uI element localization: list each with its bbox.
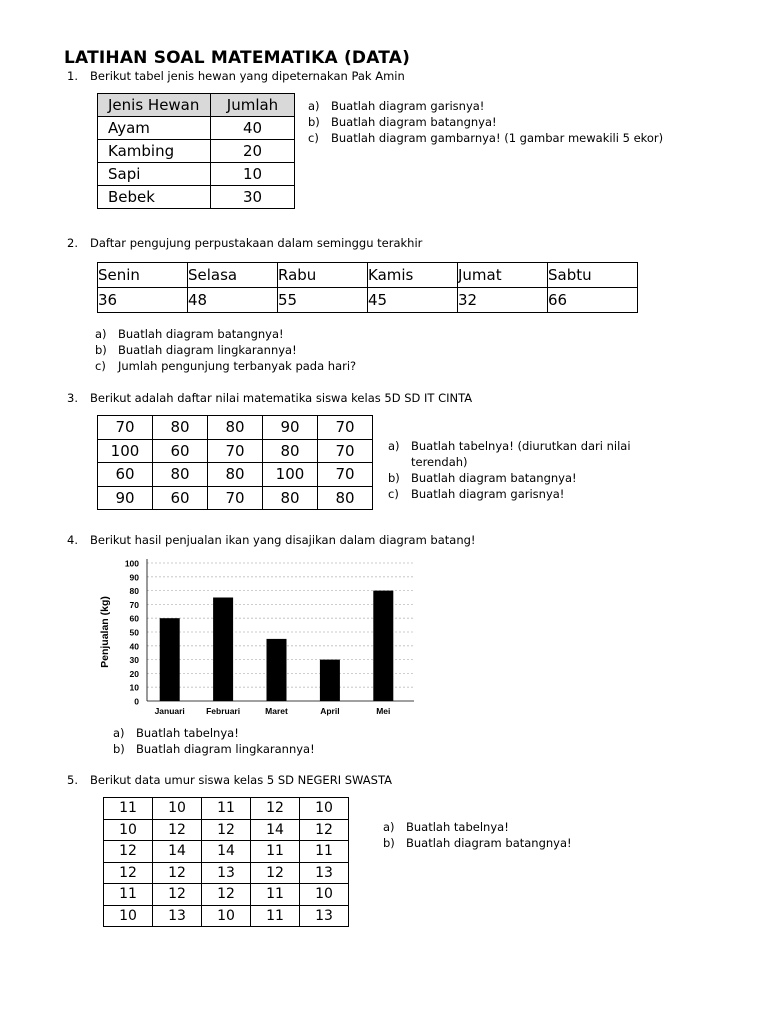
table-cell: 90 [98, 486, 153, 510]
table-cell: 36 [98, 288, 188, 313]
table-header-cell: Jumat [458, 263, 548, 288]
table-cell: 11 [104, 884, 153, 906]
table-row [98, 463, 373, 487]
task-item [383, 835, 643, 851]
table-header-cell: Jenis Hewan [98, 94, 211, 117]
table-cell: 12 [153, 862, 202, 884]
table-cell: 12 [153, 884, 202, 906]
table-row [98, 288, 638, 313]
x-tick-label: Januari [154, 706, 185, 716]
age-table [103, 797, 349, 927]
table-cell: 100 [263, 463, 318, 487]
task-item [95, 326, 495, 342]
table-cell: 10 [153, 798, 202, 820]
task-item [388, 438, 658, 470]
table-row [98, 439, 373, 463]
question-1-tasks [308, 98, 678, 146]
question-3-tasks [388, 438, 658, 502]
y-tick-label: 50 [129, 627, 139, 638]
table-cell: Bebek [98, 186, 211, 209]
table-cell: 12 [300, 819, 349, 841]
table-cell: 14 [251, 819, 300, 841]
table-header-row [98, 263, 638, 288]
question-text: Berikut adalah daftar nilai matematika siswa kelas 5D SD IT CINTA [90, 391, 473, 405]
table-cell: 80 [208, 416, 263, 440]
task-letter: a) [113, 726, 125, 740]
question-number: 1. [67, 69, 78, 83]
table-cell: 13 [202, 862, 251, 884]
table-row [98, 416, 373, 440]
table-cell: 10 [211, 163, 295, 186]
y-tick-label: 100 [124, 558, 139, 569]
task-letter: a) [388, 439, 400, 453]
table-cell: 13 [300, 862, 349, 884]
table-cell: 12 [202, 884, 251, 906]
task-text: Buatlah diagram garisnya! [411, 487, 565, 501]
bar-mei [373, 591, 393, 701]
y-tick-label: 80 [129, 586, 139, 597]
question-number: 5. [67, 773, 78, 787]
task-text: Buatlah diagram lingkarannya! [118, 343, 297, 357]
task-item [383, 819, 643, 835]
table-cell: 20 [211, 140, 295, 163]
table-cell: 11 [251, 884, 300, 906]
y-tick-label: 20 [129, 668, 139, 679]
task-item [308, 114, 678, 130]
table-row [104, 905, 349, 927]
table-header-row [98, 94, 295, 117]
table-cell: 80 [153, 416, 208, 440]
table-header-cell: Kamis [368, 263, 458, 288]
task-letter: b) [383, 836, 395, 850]
x-tick-label: Maret [265, 706, 288, 716]
task-item [95, 342, 495, 358]
table-cell: 80 [263, 439, 318, 463]
task-text: Buatlah tabelnya! (diurutkan dari nilai terendah) [411, 439, 631, 469]
question-number: 4. [67, 533, 78, 547]
y-tick-label: 30 [129, 655, 139, 666]
table-cell: 12 [104, 862, 153, 884]
table-cell: 48 [188, 288, 278, 313]
table-cell: 11 [202, 798, 251, 820]
table-cell: 10 [300, 884, 349, 906]
table-cell: 40 [211, 117, 295, 140]
table-cell: 12 [251, 862, 300, 884]
task-item [388, 486, 658, 502]
task-item [113, 725, 413, 741]
table-cell: 60 [153, 486, 208, 510]
question-number: 2. [67, 236, 78, 250]
table-row [104, 841, 349, 863]
task-item [388, 470, 658, 486]
table-cell: 10 [202, 905, 251, 927]
table-cell: 70 [98, 416, 153, 440]
x-tick-label: Mei [376, 706, 391, 716]
y-tick-label: 0 [134, 696, 139, 707]
question-text: Berikut tabel jenis hewan yang dipeternakan Pak Amin [90, 69, 405, 83]
task-letter: c) [388, 487, 399, 501]
table-cell: 60 [153, 439, 208, 463]
table-cell: 70 [318, 416, 373, 440]
y-axis-label: Penjualan (kg) [99, 596, 111, 668]
bar-februari [213, 598, 233, 702]
task-item [308, 130, 678, 146]
table-cell: 11 [251, 841, 300, 863]
table-row [98, 163, 295, 186]
table-cell: 100 [98, 439, 153, 463]
y-tick-label: 60 [129, 613, 139, 624]
table-header-cell: Senin [98, 263, 188, 288]
table-cell: Kambing [98, 140, 211, 163]
table-cell: 80 [153, 463, 208, 487]
table-cell: 55 [278, 288, 368, 313]
table-cell: 45 [368, 288, 458, 313]
task-item [113, 741, 413, 757]
table-cell: 80 [318, 486, 373, 510]
task-letter: b) [113, 742, 125, 756]
question-2-tasks [95, 326, 495, 374]
task-letter: c) [308, 131, 319, 145]
task-item [95, 358, 495, 374]
bar-april [320, 660, 340, 701]
bar-chart [92, 553, 432, 723]
table-cell: 70 [208, 486, 263, 510]
table-cell: 12 [202, 819, 251, 841]
task-item [308, 98, 678, 114]
task-text: Buatlah diagram batangnya! [411, 471, 577, 485]
table-row [98, 186, 295, 209]
table-cell: 11 [104, 798, 153, 820]
table-row [98, 140, 295, 163]
table-header-cell: Sabtu [548, 263, 638, 288]
table-cell: 13 [300, 905, 349, 927]
math-score-table [97, 415, 373, 510]
table-cell: 14 [153, 841, 202, 863]
task-letter: b) [308, 115, 320, 129]
task-text: Buatlah diagram gambarnya! (1 gambar mewakili 5 ekor) [331, 131, 664, 145]
table-cell: 10 [300, 798, 349, 820]
table-cell: 11 [251, 905, 300, 927]
table-row [98, 117, 295, 140]
table-cell: 90 [263, 416, 318, 440]
table-row [104, 884, 349, 906]
table-cell: Ayam [98, 117, 211, 140]
x-tick-label: Februari [206, 706, 241, 716]
visitor-table [97, 262, 638, 313]
table-cell: 70 [318, 463, 373, 487]
animal-table [97, 93, 295, 209]
table-cell: 80 [208, 463, 263, 487]
task-letter: a) [383, 820, 395, 834]
table-cell: 70 [208, 439, 263, 463]
table-row [104, 819, 349, 841]
table-cell: 30 [211, 186, 295, 209]
table-row [98, 486, 373, 510]
table-cell: 12 [104, 841, 153, 863]
task-letter: c) [95, 359, 106, 373]
table-cell: 12 [251, 798, 300, 820]
task-letter: a) [308, 99, 320, 113]
page-title: LATIHAN SOAL MATEMATIKA (DATA) [64, 48, 411, 68]
table-cell: 32 [458, 288, 548, 313]
table-header-cell: Selasa [188, 263, 278, 288]
y-tick-label: 40 [129, 641, 139, 652]
task-text: Buatlah diagram garisnya! [331, 99, 485, 113]
y-tick-label: 10 [129, 682, 139, 693]
table-cell: 60 [98, 463, 153, 487]
task-letter: b) [388, 471, 400, 485]
table-cell: 14 [202, 841, 251, 863]
table-row [104, 798, 349, 820]
x-tick-label: April [320, 706, 340, 716]
task-letter: b) [95, 343, 107, 357]
table-header-cell: Jumlah [211, 94, 295, 117]
task-text: Buatlah diagram batangnya! [406, 836, 572, 850]
question-5-tasks [383, 819, 643, 851]
table-cell: 10 [104, 905, 153, 927]
question-text: Berikut hasil penjualan ikan yang disajikan dalam diagram batang! [90, 533, 476, 547]
bar-januari [160, 618, 180, 701]
question-4-tasks [113, 725, 413, 757]
table-cell: 12 [153, 819, 202, 841]
bar-maret [267, 639, 287, 701]
task-text: Buatlah diagram batangnya! [118, 327, 284, 341]
table-cell: 70 [318, 439, 373, 463]
y-tick-label: 90 [129, 572, 139, 583]
task-text: Buatlah diagram batangnya! [331, 115, 497, 129]
question-number: 3. [67, 391, 78, 405]
table-cell: 13 [153, 905, 202, 927]
question-text: Berikut data umur siswa kelas 5 SD NEGERI SWASTA [90, 773, 392, 787]
y-tick-label: 70 [129, 599, 139, 610]
table-header-cell: Rabu [278, 263, 368, 288]
table-cell: 66 [548, 288, 638, 313]
table-cell: Sapi [98, 163, 211, 186]
task-text: Buatlah tabelnya! [406, 820, 509, 834]
task-text: Buatlah tabelnya! [136, 726, 239, 740]
task-letter: a) [95, 327, 107, 341]
task-text: Jumlah pengunjung terbanyak pada hari? [118, 359, 357, 373]
table-cell: 11 [300, 841, 349, 863]
table-cell: 10 [104, 819, 153, 841]
task-text: Buatlah diagram lingkarannya! [136, 742, 315, 756]
table-row [104, 862, 349, 884]
table-cell: 80 [263, 486, 318, 510]
question-text: Daftar pengujung perpustakaan dalam seminggu terakhir [90, 236, 423, 250]
